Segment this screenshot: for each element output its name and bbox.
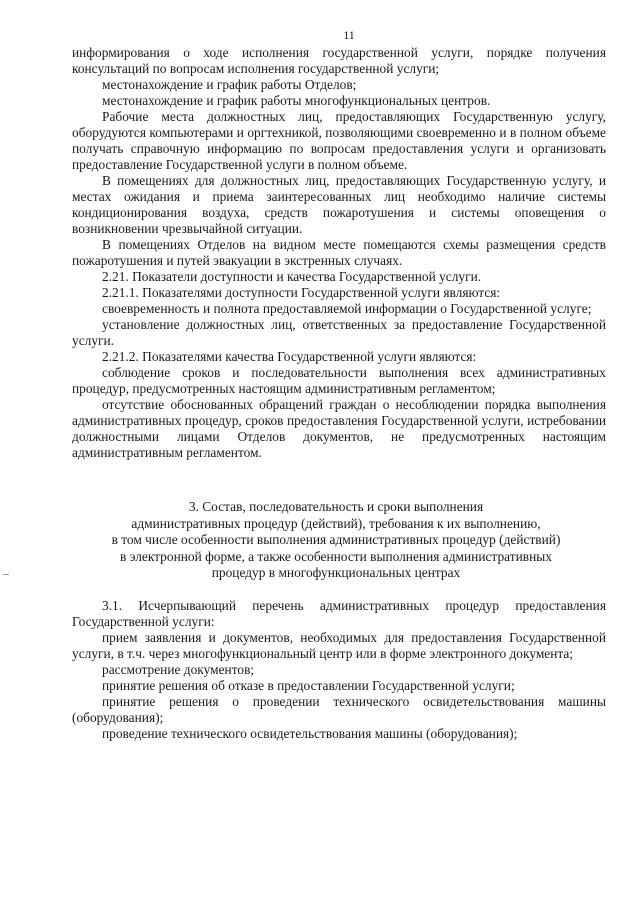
paragraph: соблюдение сроков и последовательности выполнения всех административных процедур, предусмотренных настоящим административным регламентом; <box>72 365 606 396</box>
heading-line: административных процедур (действий), требования к их выполнению, <box>131 515 541 531</box>
text-block-bottom <box>72 598 606 742</box>
section-heading <box>72 499 606 582</box>
margin-mark <box>3 574 9 575</box>
spacer <box>72 582 606 598</box>
heading-line: 3. Состав, последовательность и сроки выполнения <box>188 499 484 514</box>
paragraph: 2.21.2. Показателями качества Государственной услуги являются: <box>102 349 477 364</box>
paragraph: принятие решения об отказе в предоставлении Государственной услуги; <box>102 677 515 693</box>
paragraph: местонахождение и график работы Отделов; <box>102 77 357 92</box>
heading-line: процедур в многофункциональных центрах <box>211 565 461 580</box>
heading-line: в электронной форме, а также особенности выполнения административных <box>120 548 552 564</box>
page-number: 11 <box>343 28 355 42</box>
paragraph: проведение технического освидетельствования машины (оборудования); <box>102 725 518 741</box>
heading-line: в том числе особенности выполнения административных процедур (действий) <box>111 532 561 547</box>
paragraph: местонахождение и график работы многофункциональных центров. <box>102 93 491 108</box>
paragraph: установление должностных лиц, ответственных за предоставление Государственной услуги. <box>72 317 606 348</box>
paragraph: В помещениях Отделов на видном месте помещаются схемы размещения средств пожаротушения и путей эвакуации в экстренных случаях. <box>72 237 606 268</box>
paragraph: 2.21. Показатели доступности и качества Государственной услуги. <box>102 269 482 284</box>
paragraph: В помещениях для должностных лиц, предоставляющих Государственную услугу, и местах ожидания и приема заинтересованных лиц необходимо наличие системы кондиционирования воздуха, средств пожаротушения и системы оповещения о возникновении чрезвычайной ситуации. <box>72 173 606 236</box>
paragraph: прием заявления и документов, необходимых для предоставления Государственной услуги, в т.ч. через многофункциональный центр или в форме электронного документа; <box>72 629 606 661</box>
paragraph: 2.21.1. Показателями доступности Государственной услуги являются: <box>102 285 501 300</box>
paragraph: своевременность и полнота предоставляемой информации о Государственной услуге; <box>102 301 592 316</box>
paragraph: 3.1. Исчерпывающий перечень административных процедур предоставления Государственной услуги: <box>72 597 606 629</box>
spacer <box>72 461 606 489</box>
paragraph: информирования о ходе исполнения государственной услуги, порядке получения консультаций по вопросам исполнения государственной услуги; <box>72 45 606 76</box>
paragraph: принятие решения о проведении технического освидетельствования машины (оборудования); <box>72 693 606 725</box>
text-block-top <box>72 45 606 461</box>
paragraph: Рабочие места должностных лиц, предоставляющих Государственную услугу, оборудуются компьютерами и оргтехникой, позволяющими своевременно и в полном объеме получать справочную информацию по вопросам предоставления услуги и организовать предоставление Государственной услуги в полном объеме. <box>72 109 606 172</box>
paragraph: отсутствие обоснованных обращений граждан о несоблюдении порядка выполнения административных процедур, сроков предоставления Государственной услуги, истребовании должностными лицами Отделов документов, не предусмотренных настоящим административным регламентом. <box>72 397 606 460</box>
paragraph: рассмотрение документов; <box>102 661 255 677</box>
